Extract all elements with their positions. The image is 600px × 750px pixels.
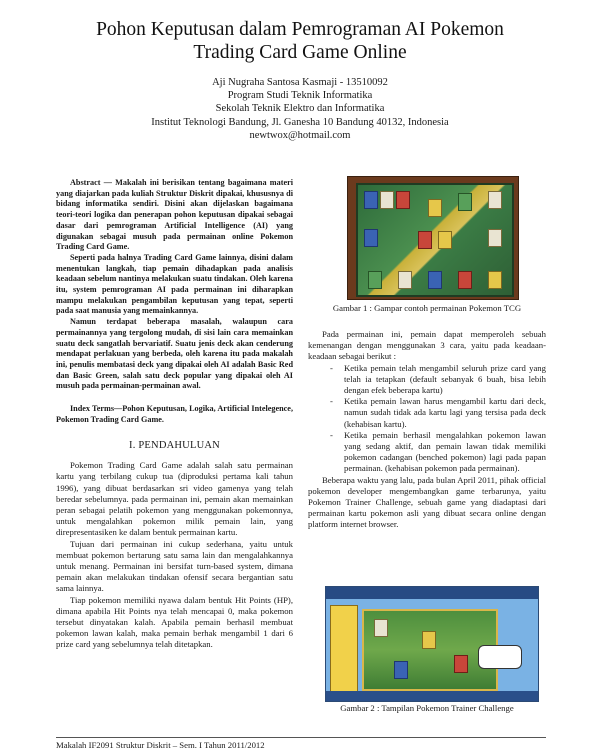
figure-2-bottombar [326, 691, 538, 701]
paper-title [40, 18, 560, 64]
bullet-dash: - [330, 429, 333, 440]
abstract-paragraph-2: Seperti pada halnya Trading Card Game lainnya, disini dalam menentukan langkah, tiap pemain dihadapkan pada analisis keadaan sebelum nantinya melakukan suatu tindakan. Oleh karena itu, system pemrograman AI pada permainan ini diharapkan mampu melakukan pengambilan keputusan yang tepat, seperti pada saat manusia yang memainkannya. [56, 252, 293, 316]
figure-2-speech-bubble [478, 645, 522, 669]
figure-1-card [428, 199, 442, 217]
figure-2-card [394, 661, 408, 679]
figure-2-caption: Gambar 2 : Tampilan Pokemon Trainer Challenge [340, 703, 514, 713]
title-line-2: Trading Card Game Online [193, 42, 407, 63]
list-item [308, 430, 546, 475]
section-1-paragraph-2: Tujuan dari permainan ini cukup sederhana, yaitu untuk membuat pokemon bertarung satu sama lain dan mengalahkannya untuk menang. Permainan ini bersifat turn-based system, dimana pemain akan melakukan tindakan ofensif secara bergantian satu sama lainnya. [56, 538, 293, 594]
figure-1-card [488, 229, 502, 247]
figure-1-card [438, 231, 452, 249]
section-1-paragraph-1: Pokemon Trading Card Game adalah salah satu permainan kartu yang terbilang cukup tua (diproduksi pertama kali tahun 1996), yang dibuat berdasarkan sri video gamenya yang telah beredar sebelumnya. pada permainan ini, pemain akan memainkan peran sebagai pelatih pokemon yang menggunakan pokemonnya, untuk mengalahkan pokemon milik pemain lain, yang direpresentasiken ke dalam bentuk permainan kartu. [56, 460, 293, 538]
figure-2-card [374, 619, 388, 637]
figure-1-card [364, 229, 378, 247]
list-item [308, 396, 546, 430]
abstract-paragraph-3: Namun terdapat beberapa masalah, walaupun cara permainannya yang tergolong mudah, di sisi lain cara memainkan suatu deck sangatlah bervariatif. Suatu jenis deck akan cenderung mendapat perlakuan yang berbeda, oleh karena itu pada makalah ini, penulis membatasi deck yang dipakai oleh AI adalah Basic Red dan Basic Green, salah satu deck popular yang dipakai oleh AI musuh pada permainan-permainan awal. [56, 317, 293, 391]
author-block [40, 76, 560, 142]
list-item-text: Ketika pemain lawan harus mengambil kartu dari deck, namun sudah tidak ada kartu lagi yang tersisa pada deck (kehabisan kartu). [344, 396, 546, 429]
figure-1-card [398, 271, 412, 289]
figure-1-card [458, 271, 472, 289]
bullet-dash: - [330, 396, 333, 407]
section-1-body [56, 460, 293, 650]
right-column-body [308, 329, 546, 531]
abstract-paragraph-1: Abstract — Makalah ini berisikan tentang bagaimana materi yang diajarkan pada kuliah Struktur Diskrit dipakai, khususnya di bidang informatika sendiri. Disini akan dijelaskan bagaimana teori-teori logika dan penerapan pohon keputusan dipakai sebagai dasar dari pemrograman Artificial Intelligence (AI) yang digunakan sebagai musuh pada permainan online Pokemon Trading Card Game. [56, 178, 293, 252]
figure-2-topbar [326, 587, 538, 599]
list-item-text: Ketika pemain telah mengambil seluruh prize card yang telah ia tetapkan (default sebanyak 6 buah, bisa lebih dengan efek beberapa kartu) [344, 362, 546, 396]
figure-2-image [325, 586, 539, 702]
figure-1-card [364, 191, 378, 209]
figure-1-card [418, 231, 432, 249]
list-item [308, 363, 546, 397]
title-line-1: Pohon Keputusan dalam Pemrograman AI Pokemon [96, 19, 504, 40]
abstract [56, 178, 293, 392]
figure-1-card [428, 271, 442, 289]
page-footer: Makalah IF2091 Struktur Diskrit – Sem. I Tahun 2011/2012 [56, 737, 546, 750]
left-column [56, 178, 293, 651]
figure-1-card [396, 191, 410, 209]
figure-1-card [458, 193, 472, 211]
figure-1-card [368, 271, 382, 289]
section-1-paragraph-3: Tiap pokemon memiliki nyawa dalam bentuk Hit Points (HP), dimana apabila Hit Points nya telah mencapai 0, maka pokemon tersebut dinyatakan kalah. Apabila pemain berhasil membuat pokemon lawan kalah, maka pemain berhak mengambil 1 dari 6 prize card yang sebelumnya telah ditetapkan. [56, 594, 293, 650]
figure-1-card [488, 271, 502, 289]
list-item-text: Ketika pemain berhasil mengalahkan pokemon lawan yang sedang aktif, dan pemain lawan tidak memiliki pokemon cadangan (benched pokemon) lagi pada papan permainan. (kehabisan pokemon pada permainan). [344, 429, 546, 474]
figure-1-image [347, 176, 519, 300]
figure-1-caption: Gambar 1 : Gampar contoh permainan Pokemon TCG [332, 303, 522, 313]
author-institution: Institut Teknologi Bandung, Jl. Ganesha 10 Bandung 40132, Indonesia [151, 116, 449, 128]
figure-1-playmat [356, 183, 514, 297]
figure-1-card [488, 191, 502, 209]
author-email: newtwox@hotmail.com [249, 129, 351, 141]
win-conditions-list [308, 363, 546, 475]
right-intro-paragraph: Pada permainan ini, pemain dapat memperoleh sebuah kemenangan dengan menggunakan 3 cara, yaitu pada keadaan-keadaan sebagai berikut : [308, 329, 546, 362]
figure-1-card [380, 191, 394, 209]
author-name: Aji Nugraha Santosa Kasmaji - 13510092 [212, 77, 388, 88]
figure-2-card [422, 631, 436, 649]
section-heading-pendahuluan: I. PENDAHULUAN [129, 440, 220, 452]
author-program: Program Studi Teknik Informatika [227, 90, 373, 102]
author-school: Sekolah Teknik Elektro dan Informatika [215, 103, 385, 115]
index-terms: Index Terms—Pohon Keputusan, Logika, Artificial Intelegence, Pokemon Trading Card Game. [56, 404, 293, 424]
right-paragraph-2: Beberapa waktu yang lalu, pada bulan April 2011, pihak official pokemon developer mengembangkan game terbarunya, yaitu Pokemon Trainer Challenge, sebuah game yang diadaptasi dari permainan kartu pokemon asli yang dibuat secara online dengan platform internet browser. [308, 474, 546, 530]
figure-2-sidepanel [330, 605, 358, 695]
figure-2-card [454, 655, 468, 673]
bullet-dash: - [330, 362, 333, 373]
